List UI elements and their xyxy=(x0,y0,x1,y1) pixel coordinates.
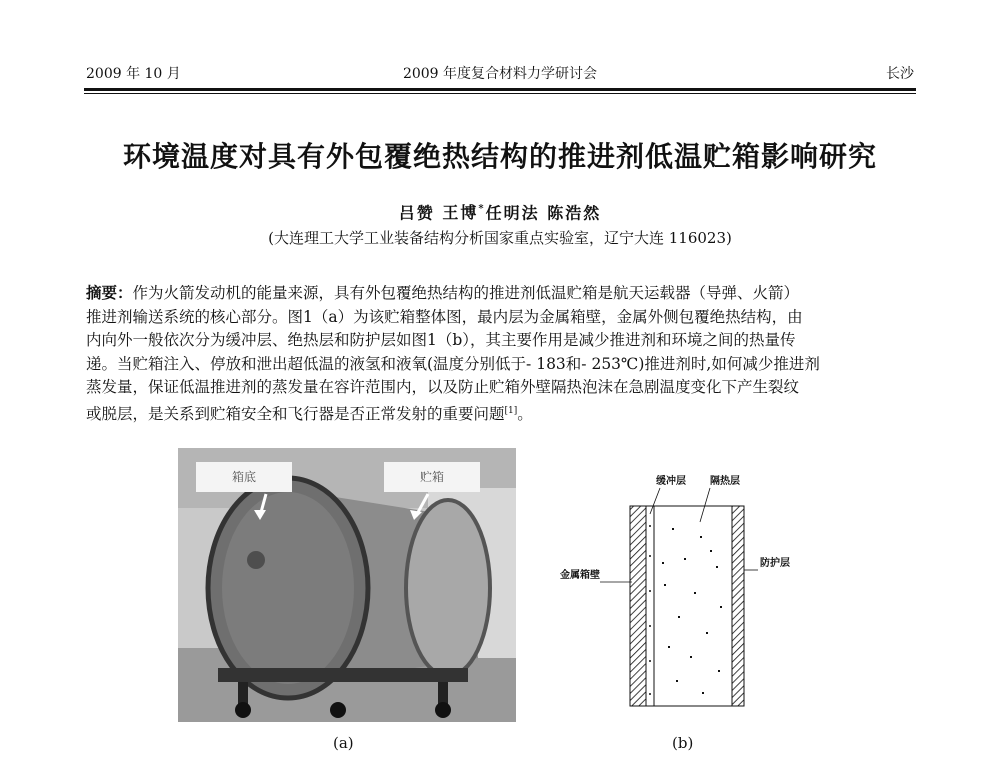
abstract-line-4: 递。当贮箱注入、停放和泄出超低温的液氢和液氧(温度分别低于- 183和- 253℃)推进剂时,如何减少推进剂 xyxy=(86,354,820,373)
label-protective-layer: 防护层 xyxy=(760,558,790,569)
corresponding-mark: * xyxy=(478,204,486,215)
abstract-line-3: 内向外一般依次分为缓冲层、绝热层和防护层如图1（b），其主要作用是减少推进剂和环境之间的热量传 xyxy=(86,331,796,349)
insulation-diagram xyxy=(560,466,810,716)
header-rule-thin xyxy=(84,93,916,94)
author-4: 陈浩然 xyxy=(547,203,602,223)
header-rule-thick xyxy=(84,88,916,91)
callout-tank: 贮箱 xyxy=(384,462,480,492)
label-insulation-layer: 隔热层 xyxy=(710,476,740,487)
header-location: 长沙 xyxy=(886,66,914,82)
abstract-line-2: 推进剂输送系统的核心部分。图1（a）为该贮箱整体图，最内层为金属箱壁，金属外侧包覆绝热结构，由 xyxy=(86,307,803,326)
callout-tank-bottom: 箱底 xyxy=(196,462,292,492)
insulation-diagram-graphic xyxy=(560,466,810,716)
citation-ref: [1] xyxy=(504,405,518,416)
abstract-label: 摘要： xyxy=(86,284,133,302)
author-1: 吕赞 xyxy=(398,203,435,223)
tank-photo xyxy=(178,448,516,722)
abstract-line-1: 摘要：作为火箭发动机的能量来源，具有外包覆绝热结构的推进剂低温贮箱是航天运载器（导弹、火箭） xyxy=(86,284,800,302)
paper-title: 环境温度对具有外包覆绝热结构的推进剂低温贮箱影响研究 xyxy=(122,140,877,173)
author-list xyxy=(0,200,1000,223)
abstract xyxy=(86,282,916,426)
affiliation: (大连理工大学工业装备结构分析国家重点实验室，辽宁大连 116023) xyxy=(268,229,732,247)
abstract-line-6: 或脱层，是关系到贮箱安全和飞行器是否正常发射的重要问题[1]。 xyxy=(86,404,533,423)
caption-a: (a) xyxy=(333,734,354,752)
header-date: 2009 年 10 月 xyxy=(86,66,181,82)
label-buffer-layer: 缓冲层 xyxy=(656,476,686,487)
author-3: 任明法 xyxy=(485,203,540,223)
author-2: 王博* xyxy=(442,203,486,223)
caption-b: (b) xyxy=(672,734,694,752)
header-conference: 2009 年度复合材料力学研讨会 xyxy=(402,66,598,82)
abstract-line-5: 蒸发量，保证低温推进剂的蒸发量在容许范围内，以及防止贮箱外壁隔热泡沫在急剧温度变化下产生裂纹 xyxy=(86,378,800,396)
label-metal-wall: 金属箱壁 xyxy=(560,570,600,581)
